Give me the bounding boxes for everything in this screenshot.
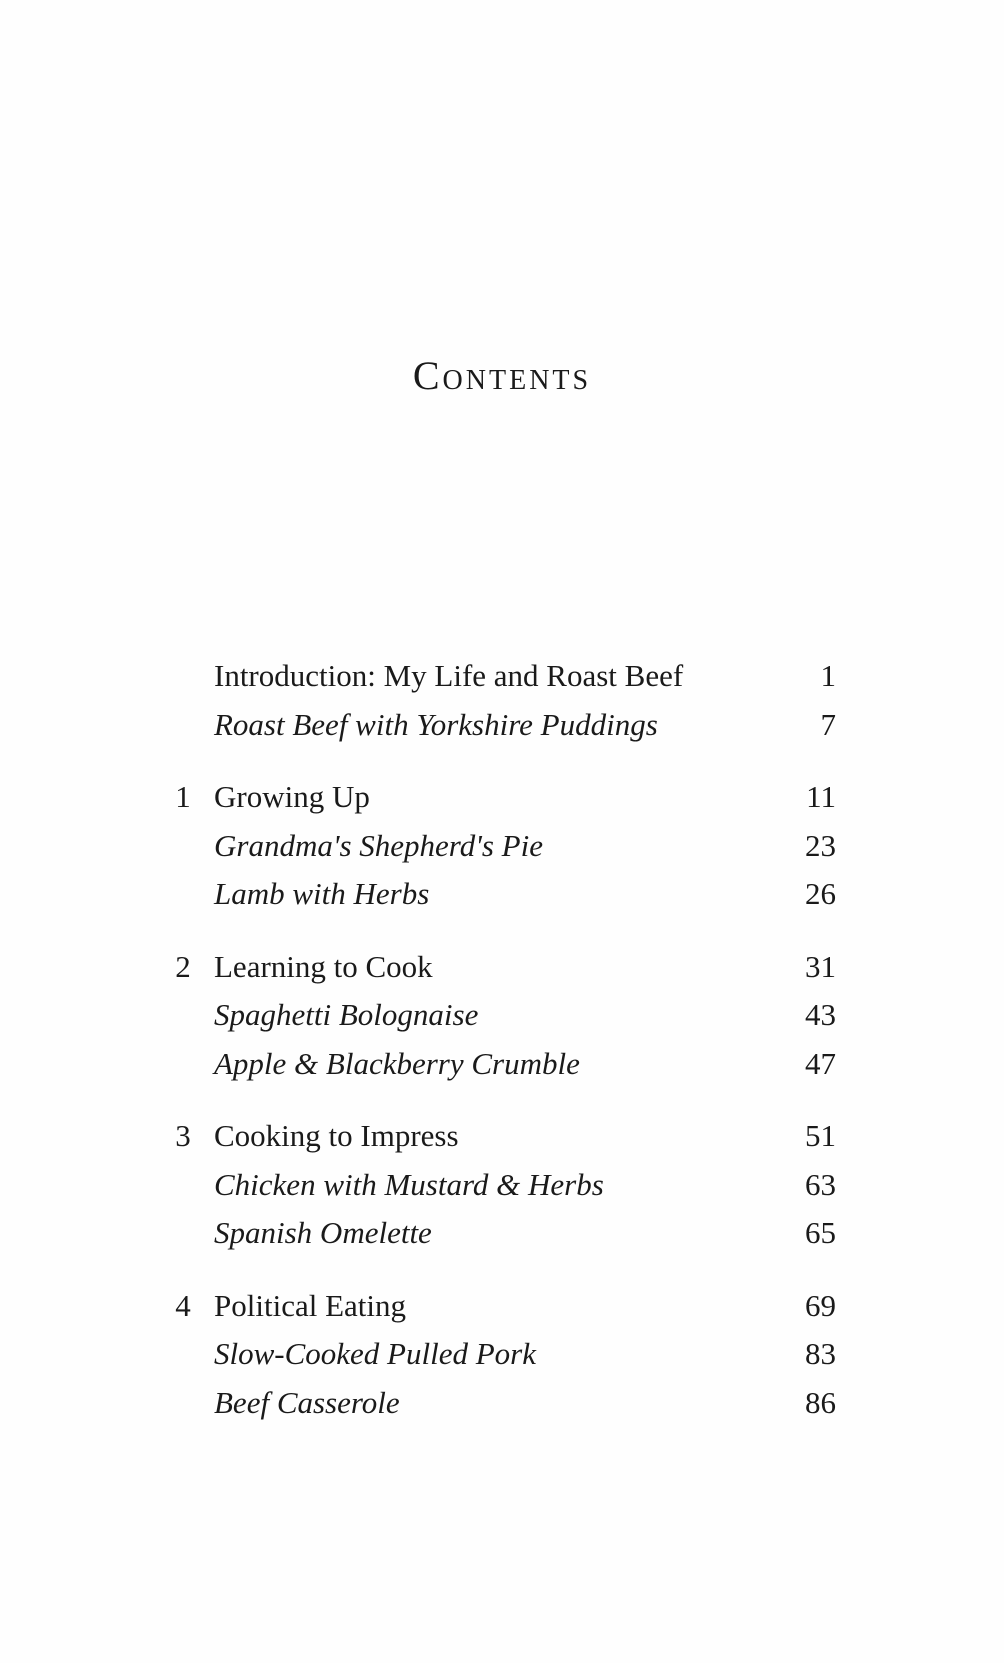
chapter-number: 4: [175, 1287, 191, 1323]
page-number: 83: [805, 1336, 836, 1371]
chapter-number: 3: [175, 1118, 191, 1153]
toc-entry[interactable]: [0, 943, 1004, 992]
recipe-title: Spaghetti Bolognaise: [214, 997, 479, 1032]
page-number: 11: [806, 779, 836, 814]
page-number: 1: [820, 658, 836, 693]
entry-title: Learning to Cook: [214, 948, 433, 984]
page-number: 23: [805, 827, 836, 863]
page-number: 43: [805, 997, 836, 1032]
toc-recipe-entry[interactable]: [0, 1379, 1004, 1428]
toc-recipe-entry[interactable]: [0, 822, 1004, 871]
toc-group-chapter-3: [0, 1112, 1004, 1258]
toc-recipe-entry[interactable]: [0, 1161, 1004, 1210]
toc-recipe-entry[interactable]: [0, 1330, 1004, 1379]
toc-recipe-entry[interactable]: [0, 1040, 1004, 1089]
toc-entry[interactable]: [0, 1112, 1004, 1161]
toc-group-chapter-1: [0, 773, 1004, 919]
toc-entry[interactable]: [0, 1282, 1004, 1331]
page-number: 7: [820, 706, 836, 742]
entry-title: Cooking to Impress: [214, 1118, 459, 1153]
recipe-title: Apple & Blackberry Crumble: [214, 1045, 580, 1081]
page-number: 51: [805, 1118, 836, 1153]
toc-group-introduction: [0, 652, 1004, 749]
toc-recipe-entry[interactable]: [0, 1209, 1004, 1258]
page-number: 69: [805, 1287, 836, 1323]
recipe-title: Grandma's Shepherd's Pie: [214, 827, 543, 863]
recipe-title: Chicken with Mustard & Herbs: [214, 1166, 604, 1202]
entry-title: Political Eating: [214, 1287, 406, 1323]
page-number: 63: [805, 1166, 836, 1202]
entry-title: Introduction: My Life and Roast Beef: [214, 658, 684, 693]
toc-recipe-entry[interactable]: [0, 701, 1004, 750]
toc-entry[interactable]: [0, 773, 1004, 822]
page-number: 86: [805, 1384, 836, 1420]
entry-title: Growing Up: [214, 779, 370, 814]
page-number: 65: [805, 1215, 836, 1250]
toc-recipe-entry[interactable]: [0, 991, 1004, 1040]
recipe-title: Roast Beef with Yorkshire Puddings: [214, 706, 658, 742]
chapter-number: 2: [175, 948, 191, 984]
recipe-title: Spanish Omelette: [214, 1215, 432, 1250]
page-number: 47: [805, 1045, 836, 1081]
recipe-title: Beef Casserole: [214, 1384, 400, 1420]
toc-group-chapter-4: [0, 1282, 1004, 1428]
recipe-title: Slow-Cooked Pulled Pork: [214, 1336, 536, 1371]
toc-group-chapter-2: [0, 943, 1004, 1089]
toc-recipe-entry[interactable]: [0, 870, 1004, 919]
page-number: 26: [805, 876, 836, 911]
table-of-contents: [0, 652, 1004, 1451]
recipe-title: Lamb with Herbs: [214, 876, 430, 911]
chapter-number: 1: [175, 779, 191, 814]
page-number: 31: [805, 948, 836, 984]
page-title: Contents: [412, 353, 592, 398]
toc-entry[interactable]: [0, 652, 1004, 701]
